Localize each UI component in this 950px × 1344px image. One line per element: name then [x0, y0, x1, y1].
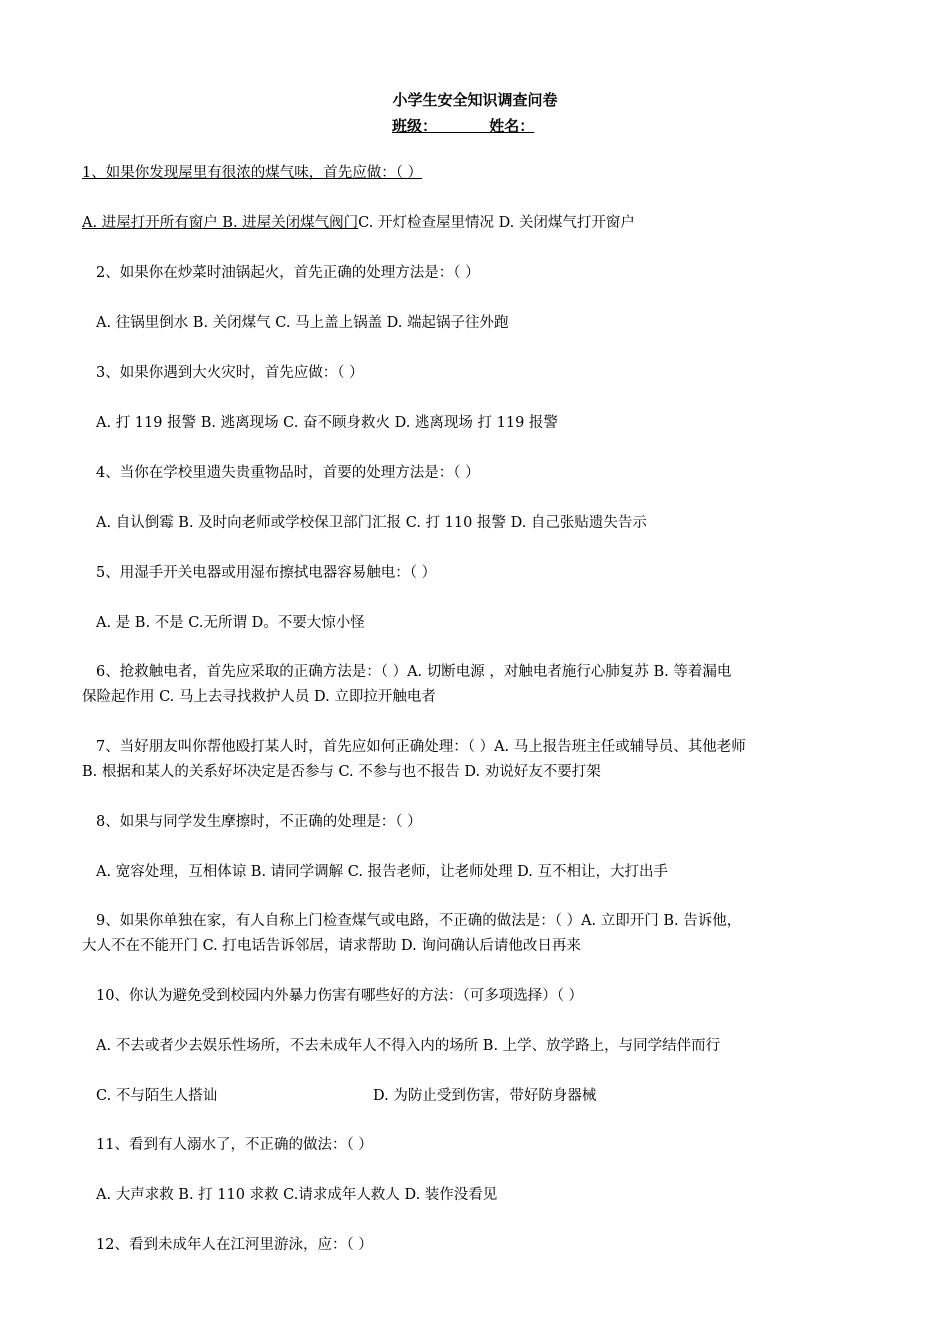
answer-2: A. 往锅里倒水 B. 关闭煤气 C. 马上盖上锅盖 D. 端起锅子往外跑	[96, 315, 509, 331]
answer-5: A. 是 B. 不是 C.无所谓 D。不要大惊小怪	[96, 615, 365, 631]
question-11: 11、看到有人溺水了，不正确的做法：（ ）	[96, 1137, 373, 1153]
answer-1-rest: C. 开灯检查屋里情况 D. 关闭煤气打开窗户	[358, 215, 635, 231]
document-title: 小学生安全知识调查问卷	[392, 91, 558, 109]
answer-10-option-c: C. 不与陌生人搭讪	[96, 1088, 218, 1104]
question-5: 5、用湿手开关电器或用湿布擦拭电器容易触电：（ ）	[96, 565, 437, 581]
question-3: 3、如果你遇到大火灾时，首先应做：（ ）	[96, 365, 364, 381]
question-2: 2、如果你在炒菜时油锅起火，首先正确的处理方法是：（ ）	[96, 265, 480, 281]
answer-1-underlined: A. 进屋打开所有窗户 B. 进屋关闭煤气阀门	[82, 215, 359, 231]
question-1: 1、如果你发现屋里有很浓的煤气味，首先应做：（ ）	[82, 165, 423, 181]
answer-10-option-d: D. 为防止受到伤害，带好防身器械	[373, 1088, 597, 1104]
answer-11: A. 大声求救 B. 打 110 求救 C.请求成年人救人 D. 装作没看见	[96, 1187, 498, 1203]
question-9-line-1: 9、如果你单独在家，有人自称上门检查煤气或电路，不正确的做法是：（ ）A. 立即开门 B. 告诉他，	[96, 913, 742, 929]
question-6-line-1: 6、抢救触电者，首先应采取的正确方法是：（ ）A. 切断电源 ，对触电者施行心肺复苏 B. 等着漏电	[96, 664, 732, 680]
question-12: 12、看到未成年人在江河里游泳，应：（ ）	[96, 1237, 373, 1253]
question-7-line-2: B. 根据和某人的关系好坏决定是否参与 C. 不参与也不报告 D. 劝说好友不要打架	[82, 764, 601, 780]
question-6-line-2: 保险起作用 C. 马上去寻找救护人员 D. 立即拉开触电者	[82, 689, 436, 705]
question-10: 10、你认为避免受到校园内外暴力伤害有哪些好的方法：（可多项选择）（ ）	[96, 988, 584, 1004]
question-9-line-2: 大人不在不能开门 C. 打电话告诉邻居，请求帮助 D. 询问确认后请他改日再来	[82, 938, 581, 954]
question-7-line-1: 7、当好朋友叫你帮他殴打某人时，首先应如何正确处理：（ ）A. 马上报告班主任或辅导员、其他老师	[96, 739, 746, 755]
answer-10-line-1: A. 不去或者少去娱乐性场所，不去未成年人不得入内的场所 B. 上学、放学路上，与同学结伴而行	[96, 1038, 721, 1054]
answer-4: A. 自认倒霉 B. 及时向老师或学校保卫部门汇报 C. 打 110 报警 D. 自己张贴遗失告示	[96, 515, 647, 531]
question-4: 4、当你在学校里遗失贵重物品时，首要的处理方法是：（ ）	[96, 465, 480, 481]
class-name-line: 班级： 姓名：	[392, 117, 535, 135]
answer-3: A. 打 119 报警 B. 逃离现场 C. 奋不顾身救火 D. 逃离现场 打 119 报警	[96, 415, 558, 431]
question-8: 8、如果与同学发生摩擦时，不正确的处理是：（ ）	[96, 814, 422, 830]
answer-8: A. 宽容处理，互相体谅 B. 请同学调解 C. 报告老师，让老师处理 D. 互不相让，大打出手	[96, 864, 669, 880]
answer-1	[82, 211, 635, 235]
